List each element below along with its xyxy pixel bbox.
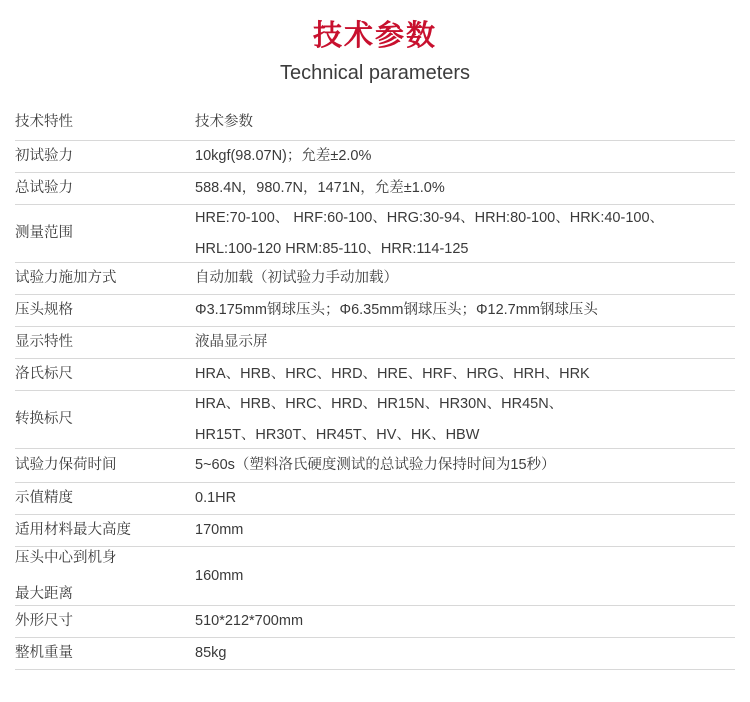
row-value: 自动加载（初试验力手动加载）: [195, 262, 735, 294]
table-row: [15, 546, 735, 605]
row-value: HRA、HRB、HRC、HRD、HRE、HRF、HRG、HRH、HRK: [195, 358, 735, 390]
table-row: [15, 482, 735, 514]
row-value-line: HRL:100-120 HRM:85-110、HRR:114-125: [195, 240, 469, 257]
row-label-line: 压头中心到机身: [15, 549, 117, 566]
row-label: 适用材料最大高度: [15, 514, 195, 546]
table-row: [15, 326, 735, 358]
table-row: [15, 172, 735, 204]
row-value: 170mm: [195, 514, 735, 546]
table-header-row: [15, 104, 735, 140]
row-label-line: 最大距离: [15, 585, 73, 602]
table-body: [15, 104, 735, 669]
row-value: 510*212*700mm: [195, 605, 735, 637]
table-row: [15, 514, 735, 546]
column-header-characteristic: 技术特性: [15, 104, 195, 140]
row-label: 试验力保荷时间: [15, 448, 195, 482]
row-label: 初试验力: [15, 140, 195, 172]
table-row: [15, 262, 735, 294]
page-subtitle: Technical parameters: [279, 62, 471, 84]
row-value: 588.4N，980.7N，1471N，允差±1.0%: [195, 172, 735, 204]
table-row: [15, 140, 735, 172]
table-row: [15, 637, 735, 669]
row-value: 85kg: [195, 637, 735, 669]
row-label: [15, 546, 195, 605]
row-label: 显示特性: [15, 326, 195, 358]
page-title: 技术参数: [312, 20, 437, 52]
row-value: 160mm: [195, 546, 735, 605]
row-value: [195, 204, 735, 262]
row-value: 液晶显示屏: [195, 326, 735, 358]
row-value: 10kgf(98.07N)；允差±2.0%: [195, 140, 735, 172]
row-label: 洛氏标尺: [15, 358, 195, 390]
row-label: 压头规格: [15, 294, 195, 326]
row-label: 整机重量: [15, 637, 195, 669]
row-value-line: HRE:70-100、 HRF:60-100、HRG:30-94、HRH:80-100、HRK:40-100、: [195, 209, 665, 226]
row-value: 5~60s（塑料洛氏硬度测试的总试验力保持时间为15秒）: [195, 448, 735, 482]
row-value-line: HRA、HRB、HRC、HRD、HR15N、HR30N、HR45N、: [195, 395, 564, 412]
table-row: [15, 204, 735, 262]
table-row: [15, 390, 735, 448]
row-label: 示值精度: [15, 482, 195, 514]
table-row: [15, 605, 735, 637]
row-value: Φ3.175mm钢球压头；Φ6.35mm钢球压头；Φ12.7mm钢球压头: [195, 294, 735, 326]
table-row: [15, 294, 735, 326]
row-value-line: HR15T、HR30T、HR45T、HV、HK、HBW: [195, 426, 480, 443]
row-value: [195, 390, 735, 448]
row-value: 0.1HR: [195, 482, 735, 514]
specifications-table: [15, 104, 735, 670]
table-row: [15, 358, 735, 390]
row-label: 转换标尺: [15, 390, 195, 448]
row-label: 外形尺寸: [15, 605, 195, 637]
column-header-parameter: 技术参数: [195, 104, 735, 140]
page-header: [0, 0, 750, 88]
table-row: [15, 448, 735, 482]
row-label: 总试验力: [15, 172, 195, 204]
row-label: 试验力施加方式: [15, 262, 195, 294]
row-label: 测量范围: [15, 204, 195, 262]
